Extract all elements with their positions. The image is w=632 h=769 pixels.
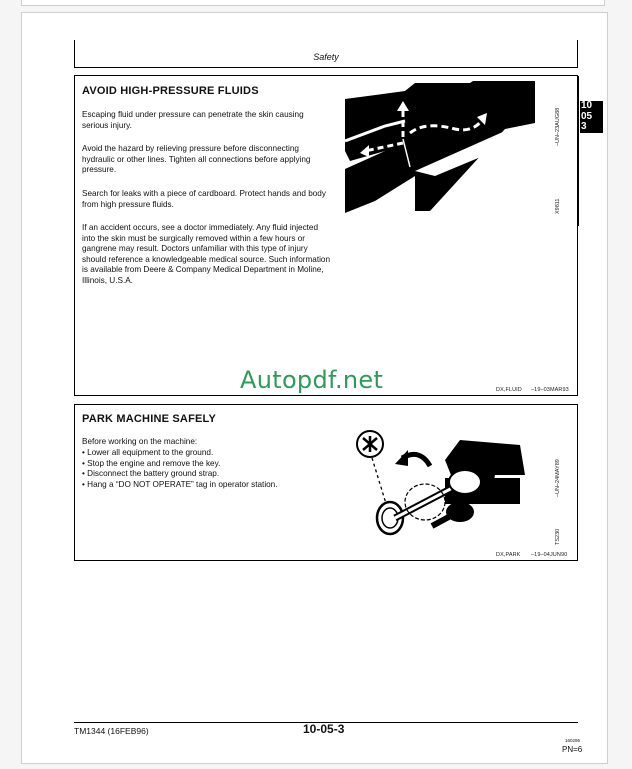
section-tab-chapter: 10 [581,100,593,111]
paragraph: Avoid the hazard by relieving pressure before disconnecting hydraulic or other lines. Tighten all connections before applying pressure. [82,144,311,175]
section-title: Safety [313,52,339,62]
figure-date-code: –UN–24MAY89 [555,459,561,497]
list-item: • Hang a “DO NOT OPERATE” tag in operator station. [82,480,342,491]
page-sequence: PN=6 [562,745,583,754]
figure-id: TS230 [555,528,561,545]
page-number: 10-05-3 [303,722,345,736]
high-pressure-fluid-illustration [345,81,535,213]
list-item: • Disconnect the battery ground strap. [82,469,342,480]
safety-block-high-pressure-fluids [74,75,578,396]
paragraph: Search for leaks with a piece of cardboard. Protect hands and body from high pressure fluids. [82,189,326,209]
doc-code: DX,PARK [496,552,521,558]
section-tab-group: 05 [581,110,593,122]
previous-page-edge [21,0,605,6]
figure-date-code: –UN–23AUG88 [555,107,561,146]
safety-block-park-machine [74,404,578,561]
doc-code: DX,FLUID [496,387,522,393]
section-tab-page: 3 [581,121,587,132]
manual-id: TM1344 (16FEB96) [74,726,149,736]
revision-code: –19–03MAR93 [531,387,569,393]
key-removal-illustration [350,430,525,545]
revision-code: –19–04JUN90 [531,552,568,558]
list-item: • Stop the engine and remove the key. [82,459,342,470]
side-tab-rule [578,76,579,226]
watermark: Autopdf.net [240,366,384,394]
list-item: • Lower all equipment to the ground. [82,448,342,459]
paragraph: Escaping fluid under pressure can penetrate the skin causing serious injury. [82,110,304,130]
instruction-list [82,448,342,490]
figure-id: X9811 [555,198,561,214]
block-title: AVOID HIGH-PRESSURE FLUIDS [82,85,259,97]
intro-text: Before working on the machine: [82,437,198,446]
header-rule [74,67,578,68]
print-code: 160296 [565,738,581,743]
block-title: PARK MACHINE SAFELY [82,413,216,425]
paragraph: If an accident occurs, see a doctor immediately. Any fluid injected into the skin must be surgically removed within a few hours or gangrene may result. Doctors unfamiliar with this type of injury should reference a knowledgeable medical source. Such information is available from Deere & Company Medical Department in Moline, Illinois, U.S.A. [82,223,331,285]
section-tab [580,101,603,133]
